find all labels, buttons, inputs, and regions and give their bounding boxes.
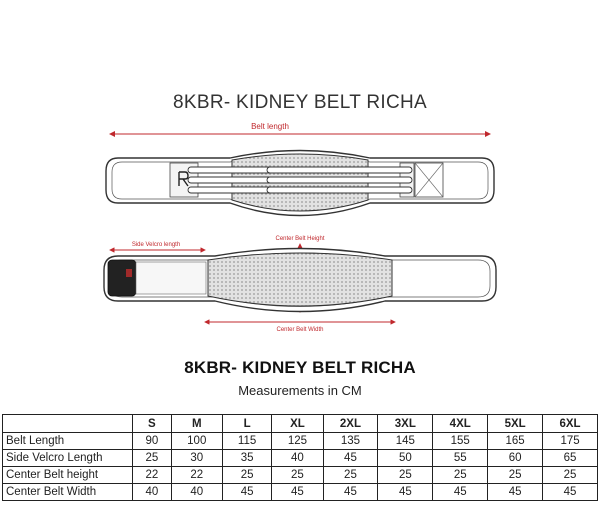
size-header: 5XL [488, 415, 543, 433]
size-header: 3XL [378, 415, 433, 433]
size-header: 6XL [543, 415, 598, 433]
size-header: XL [272, 415, 323, 433]
table-cell: 25 [378, 467, 433, 484]
table-cell: 45 [323, 484, 378, 501]
table-cell: 25 [543, 467, 598, 484]
belt-front-view [104, 249, 496, 312]
table-row [3, 467, 598, 484]
belt-length-measure [110, 122, 490, 134]
table-cell: 22 [171, 467, 222, 484]
size-header: M [171, 415, 222, 433]
size-header: 2XL [323, 415, 378, 433]
table-cell: 145 [378, 433, 433, 450]
table-subtitle: Measurements in CM [238, 383, 362, 398]
table-title: 8KBR- KIDNEY BELT RICHA [184, 358, 416, 377]
center-belt-width-measure [205, 322, 395, 333]
table-cell: 25 [323, 467, 378, 484]
diagram-title: 8KBR- KIDNEY BELT RICHA [173, 92, 427, 113]
row-label: Side Velcro Length [3, 450, 133, 467]
table-cell: 55 [433, 450, 488, 467]
table-cell: 135 [323, 433, 378, 450]
table-cell: 22 [133, 467, 172, 484]
center-belt-width-label: Center Belt Width [276, 327, 324, 333]
size-header: S [133, 415, 172, 433]
table-cell: 40 [133, 484, 172, 501]
table-cell: 25 [133, 450, 172, 467]
size-header: 4XL [433, 415, 488, 433]
table-cell: 25 [272, 467, 323, 484]
table-row [3, 484, 598, 501]
table-cell: 90 [133, 433, 172, 450]
table-cell: 60 [488, 450, 543, 467]
table-cell: 155 [433, 433, 488, 450]
table-cell: 45 [378, 484, 433, 501]
belt-length-label: Belt length [251, 122, 289, 131]
table-cell: 45 [323, 450, 378, 467]
table-cell: 45 [272, 484, 323, 501]
table-cell: 45 [543, 484, 598, 501]
table-cell: 30 [171, 450, 222, 467]
table-cell: 45 [488, 484, 543, 501]
table-cell: 165 [488, 433, 543, 450]
table-cell: 45 [433, 484, 488, 501]
side-velcro-length-label: Side Velcro length [131, 242, 181, 248]
center-belt-height-label: Center Belt Height [275, 236, 325, 242]
row-label: Center Belt Width [3, 484, 133, 501]
table-row [3, 450, 598, 467]
row-label: Belt Length [3, 433, 133, 450]
table-cell: 45 [222, 484, 272, 501]
belt-back-view [106, 151, 494, 216]
header-corner [3, 415, 133, 433]
table-cell: 175 [543, 433, 598, 450]
table-cell: 25 [433, 467, 488, 484]
table-cell: 50 [378, 450, 433, 467]
table-cell: 65 [543, 450, 598, 467]
size-chart-table [2, 414, 598, 501]
table-cell: 40 [272, 450, 323, 467]
table-cell: 25 [488, 467, 543, 484]
row-label: Center Belt height [3, 467, 133, 484]
table-cell: 125 [272, 433, 323, 450]
velcro-patch [108, 260, 136, 296]
table-cell: 25 [222, 467, 272, 484]
table-cell: 115 [222, 433, 272, 450]
side-velcro-length-measure [110, 242, 205, 250]
table-cell: 100 [171, 433, 222, 450]
table-row [3, 433, 598, 450]
size-header: L [222, 415, 272, 433]
table-cell: 35 [222, 450, 272, 467]
table-header-row [3, 415, 598, 433]
table-cell: 40 [171, 484, 222, 501]
